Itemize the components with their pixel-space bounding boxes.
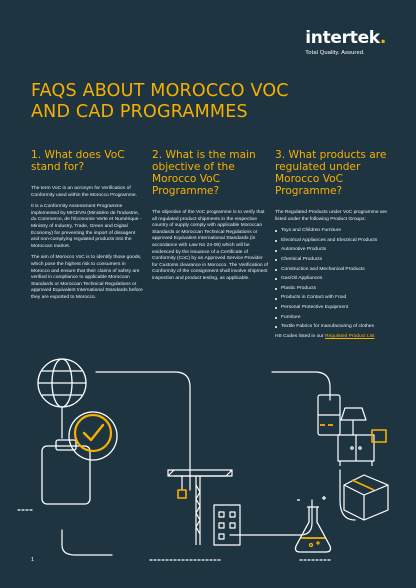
section-2-paragraph: The objective of the VoC programme is to verify that all regulated product shipments in the respective country of supply comply with applicable Moroccan Standards or Moroccan Technical Regulations or approved Equivalent International Standards (in accordance with Law No 24-09) which will be evidenced by the issuance of a Certificate of Conformity (CoC) by an Approved Service Provider for Customs clearance in Morocco. The Verification of Conformity of the consignment shall involve shipment inspection and product testing, as applicable. bbox=[152, 210, 268, 281]
section-1-paragraph: The aim of Morocco VoC is to identify those goods, which pose the highest risk to consumers in Morocco and ensure that their claims of safety are verified in compliance to applicable Moroccan Standards or Moroccan Technical Regulations or approved Equivalent International Standards before they are exported to Morocco. bbox=[31, 255, 143, 300]
title-line-1: FAQS ABOUT MOROCCO VOC bbox=[31, 81, 289, 101]
section-3-intro: The Regulated Products under VoC programme are listed under the following Product Groups: bbox=[275, 210, 388, 222]
lamp-furniture-icon bbox=[318, 395, 386, 466]
brand-wordmark: intertek. bbox=[305, 28, 386, 48]
list-item: Products in Contact with Food bbox=[275, 295, 387, 301]
connector-line bbox=[62, 372, 330, 490]
regulated-product-list-link[interactable]: Regulated Product List bbox=[325, 333, 375, 339]
brand-tagline: Total Quality. Assured. bbox=[305, 50, 365, 56]
hs-codes-prefix: HS Codes listed in our bbox=[275, 333, 326, 339]
list-item: Toys and Children Furniture bbox=[275, 228, 387, 234]
section-1-paragraph: It is a Conformity Assessment Programme implemented by MICEVN (Ministère de l'Industrie, du Commerce, de l'Économie Verte et Numérique - Ministry of Industry, Trade, Green and Digital Economy) for preventing the import of dissagent and non-complying regulated products into the Moroccan market. bbox=[31, 204, 142, 249]
list-item: Automotive Products bbox=[275, 247, 387, 253]
title-line-2: AND CAD PROGRAMMES bbox=[31, 102, 248, 122]
section-1-paragraph: The term VoC is an acronym for Verification of Conformity used within the Morocco Programme. bbox=[31, 186, 138, 198]
page-number: 1 bbox=[31, 557, 35, 563]
globe-icon bbox=[38, 359, 86, 407]
clipboard-check-icon bbox=[42, 412, 117, 504]
section-2-question: 2. What is the main objective of the Morocco VoC Programme? bbox=[152, 149, 256, 197]
list-item: Chemical Products bbox=[275, 257, 387, 263]
section-3-question: 3. What products are regulated under Morocco VoC Programme? bbox=[275, 149, 387, 197]
list-item: Gas/Oil Appliances bbox=[275, 276, 387, 282]
box-icon bbox=[344, 475, 388, 520]
section-1-question: 1. What does VoC stand for? bbox=[31, 149, 125, 173]
list-item: Furniture bbox=[275, 315, 387, 321]
list-item: Plastic Products bbox=[275, 286, 387, 292]
list-item: Textile Fabrics for manufacturing of clothes bbox=[275, 324, 387, 330]
crane-icon bbox=[168, 470, 240, 545]
flask-icon bbox=[296, 496, 331, 552]
list-item: Personal Protective Equipment bbox=[275, 305, 387, 311]
connector-line bbox=[62, 470, 355, 555]
list-item: Construction and Mechanical Products bbox=[275, 267, 387, 273]
list-item: Electrical Appliances and Electrical Products bbox=[275, 238, 387, 244]
